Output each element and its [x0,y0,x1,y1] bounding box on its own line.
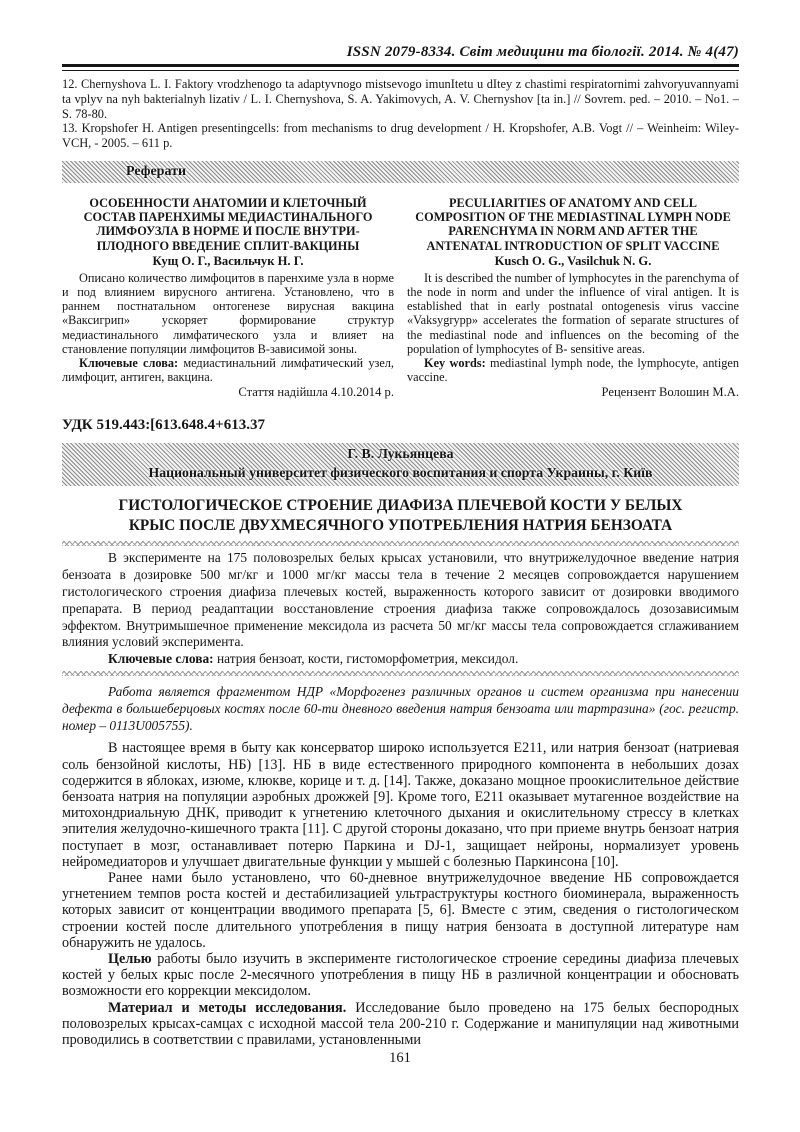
page-number: 161 [389,1050,411,1066]
zigzag-divider [62,541,739,546]
header-rule [62,64,739,71]
article-keywords [62,651,739,668]
ndr-note: Работа является фрагментом НДР «Морфогенез различных органов и систем организма при нанесении дефекта в большеберцовых костях после 60-ти дневного введения натрия бензоата или тартразина» (гос. регистр. номер – 0113U005755). [62,684,739,733]
title-line: ОСОБЕННОСТИ АНАТОМИИ И КЛЕТОЧНЫЙ [89,195,367,210]
article-title-line: КРЫС ПОСЛЕ ДВУХМЕСЯЧНОГО УПОТРЕБЛЕНИЯ НАТРИЯ БЕНЗОАТА [128,516,673,534]
paragraph-text: Исследование было проведено на 175 белых беспородных половозрелых крысах-самцах с исходной массой тела 200-210 г. Содержание и манипуляции над животными проводились в соответствии с правилами, установленными [62,999,739,1049]
paragraph-text: В настоящее время в быту как консерватор широко используется Е211, или натрия бензоат (натриевая соль бензойной кислоты, НБ) [13]. НБ в виде естественного природного компонента в небольших дозах содержится в яблоках, изюме, клюкве, корице и т. д. [14]. Также, доказано мощное проокислительное действие бензоата натрия на популяции аэробных дрожжей [9]. Кроме того, Е211 оказывает мутагенное воздействие на митохондриальную ДНК, приводит к угнетению клеточного дыхания и окислительному стрессу в клетках эпителия желудочно-кишечного тракта [11]. С другой стороны доказано, что при приеме внутрь бензоат натрия поступает в мозг, останавливает потерю Паркина и DJ-1, защищает нейроны, нормализует уровень нейромедиаторов и улучшает двигательные функции у мышей с болезнью Паркинсона [10]. [62,740,739,870]
abstract-en-body: It is described the number of lymphocytes in the parenchyma of the node in norm and under the influence of viral antigen. It is established that in early postnatal ontogenesis virus vaccine «Vaksygrypp» accelerates the formation of separate structures of the mediastinal node and influences on the becoming of the population of lymphocytes of B- sensitive areas. [407,270,739,356]
body-paragraph [62,1000,739,1049]
paragraph-lead: Целью [108,951,152,968]
title-line: СОСТАВ ПАРЕНХИМЫ МЕДИАСТИНАЛЬНОГО [83,210,373,225]
keywords-label: Ключевые слова: [108,651,214,667]
paragraph-text: Ранее нами было установлено, что 60-дневное внутрижелудочное введение НБ сопровождается угнетением темпов роста костей и дестабилизацией ультраструктуры костного биоминерала, выраженность которых зависит от концентрации вводимого препарата [5, 6]. Вместе с этим, сведения о гистологическом строении костей после длительного употребления в пищу натрия бензоата в доступной литературе нам обнаружить не удалось. [62,870,739,951]
article-affiliation: Национальный университет физического воспитания и спорта Украины, г. Київ [148,464,653,480]
article-abstract: В эксперименте на 175 половозрелых белых крысах установили, что внутрижелудочное введение натрия бензоата в дозировке 500 мг/кг и 1000 мг/кг массы тела в течение 2 месяцев сопровождается нарушением гистологического строения диафиза плечевых костей, выраженность которого зависит от дозировки вводимого препарата. В период реадаптации восстановление строения диафиза также сопровождалось дозозависимым эффектом. Внутримышечное применение мексидола из расчета 50 мг/кг массы тела сопровождается сглаживанием влияния условий эксперимента. [62,550,739,650]
udk-line: УДК 519.443:[613.648.4+613.37 [62,417,265,434]
paragraph-lead: Материал и методы исследования. [108,999,347,1016]
body-paragraph [62,740,739,870]
keywords-label: Ключевые слова: [79,356,179,371]
title-line: ПЛОДНОГО ВВЕДЕНИЕ СПЛИТ-ВАКЦИНЫ [96,238,360,253]
body-paragraph [62,951,739,1000]
reviewer-line: Рецензент Волошин М.А. [601,385,739,400]
article-title-line: ГИСТОЛОГИЧЕСКОЕ СТРОЕНИЕ ДИАФИЗА ПЛЕЧЕВОЙ КОСТИ У БЕЛЫХ [118,497,683,515]
article-author: Г. В. Лукьянцева [347,446,454,462]
abstract-ru-authors: Кущ О. Г., Васильчук Н. Г. [152,253,304,268]
abstract-ru-keywords [62,356,394,384]
abstract-en-keywords [407,356,739,384]
abstract-en-column [407,196,739,400]
references-section [62,77,739,151]
title-line: PECULIARITIES OF ANATOMY AND CELL [448,195,698,210]
reference-item: 12. Chernyshova L. I. Faktory vrodzhenogo ta adaptyvnogo mistsevogo imunItetu u dItey z chastimi respiratornimi zahvoryuvannyami ta vplyv na nyh bakterialnyh lizativ / L. I. Chernyshova, S. A. Yakimovych, A. V. Chernyshov [ta in.] // Sovrem. ped. – 2010. – No1. – S. 78-80. [62,77,739,121]
title-line: COMPOSITION OF THE MEDIASTINAL LYMPH NODE [415,210,731,225]
referaty-bar [62,161,739,183]
abstract-ru-column [62,196,394,400]
keywords-text: натрия бензоат, кости, гистоморфометрия, мексидол. [213,651,519,667]
zigzag-divider [62,671,739,676]
article-title [62,496,739,535]
article-body [62,740,739,1048]
abstract-en-authors: Kusch O. G., Vasilchuk N. G. [494,253,652,268]
author-affiliation-bar [62,443,739,486]
received-date: Стаття надійшла 4.10.2014 р. [238,385,394,400]
reference-item: 13. Kropshofer H. Antigen presentingcells: from mechanisms to drug development / H. Kropshofer, A.B. Vogt // – Weinheim: Wiley-VCH, - 2005. – 611 p. [62,121,739,151]
abstract-ru-body: Описано количество лимфоцитов в паренхиме узла в норме и под влиянием вирусного антигена. Установлено, что в раннем постнатальном онтогенезе вирусная вакцина «Ваксигрип» ускоряет формирование структур медиастинального лимфатического узла и влияет на становление популяции лимфоцитов В-зависимой зоны. [62,270,394,356]
abstract-en-title [407,196,739,253]
keywords-text: медиастинальний лимфатический узел, лимфоцит, антиген, вакцина. [62,356,394,385]
title-line: ЛИМФОУЗЛА В НОРМЕ И ПОСЛЕ ВНУТРИ- [96,224,360,239]
body-paragraph [62,870,739,951]
abstract-ru-title [62,196,394,253]
paragraph-text: работы было изучить в эксперименте гистологическое строение середины диафиза плечевых костей у белых крыс после 2-месячного употребления в пищу НБ в различной концентрации и обосновать возможности его коррекции мексидолом. [62,951,739,1000]
title-line: ANTENATAL INTRODUCTION OF SPLIT VACCINE [426,238,720,253]
referaty-label: Реферати [126,163,187,179]
title-line: PARENCHYMA IN NORM AND AFTER THE [448,224,698,239]
keywords-text: mediastinal lymph node, the lymphocyte, antigen vaccine. [407,356,740,385]
issn-header: ISSN 2079-8334. Світ медицини та біології. 2014. № 4(47) [346,44,739,60]
abstracts-columns [62,196,739,400]
keywords-label: Key words: [424,356,486,371]
